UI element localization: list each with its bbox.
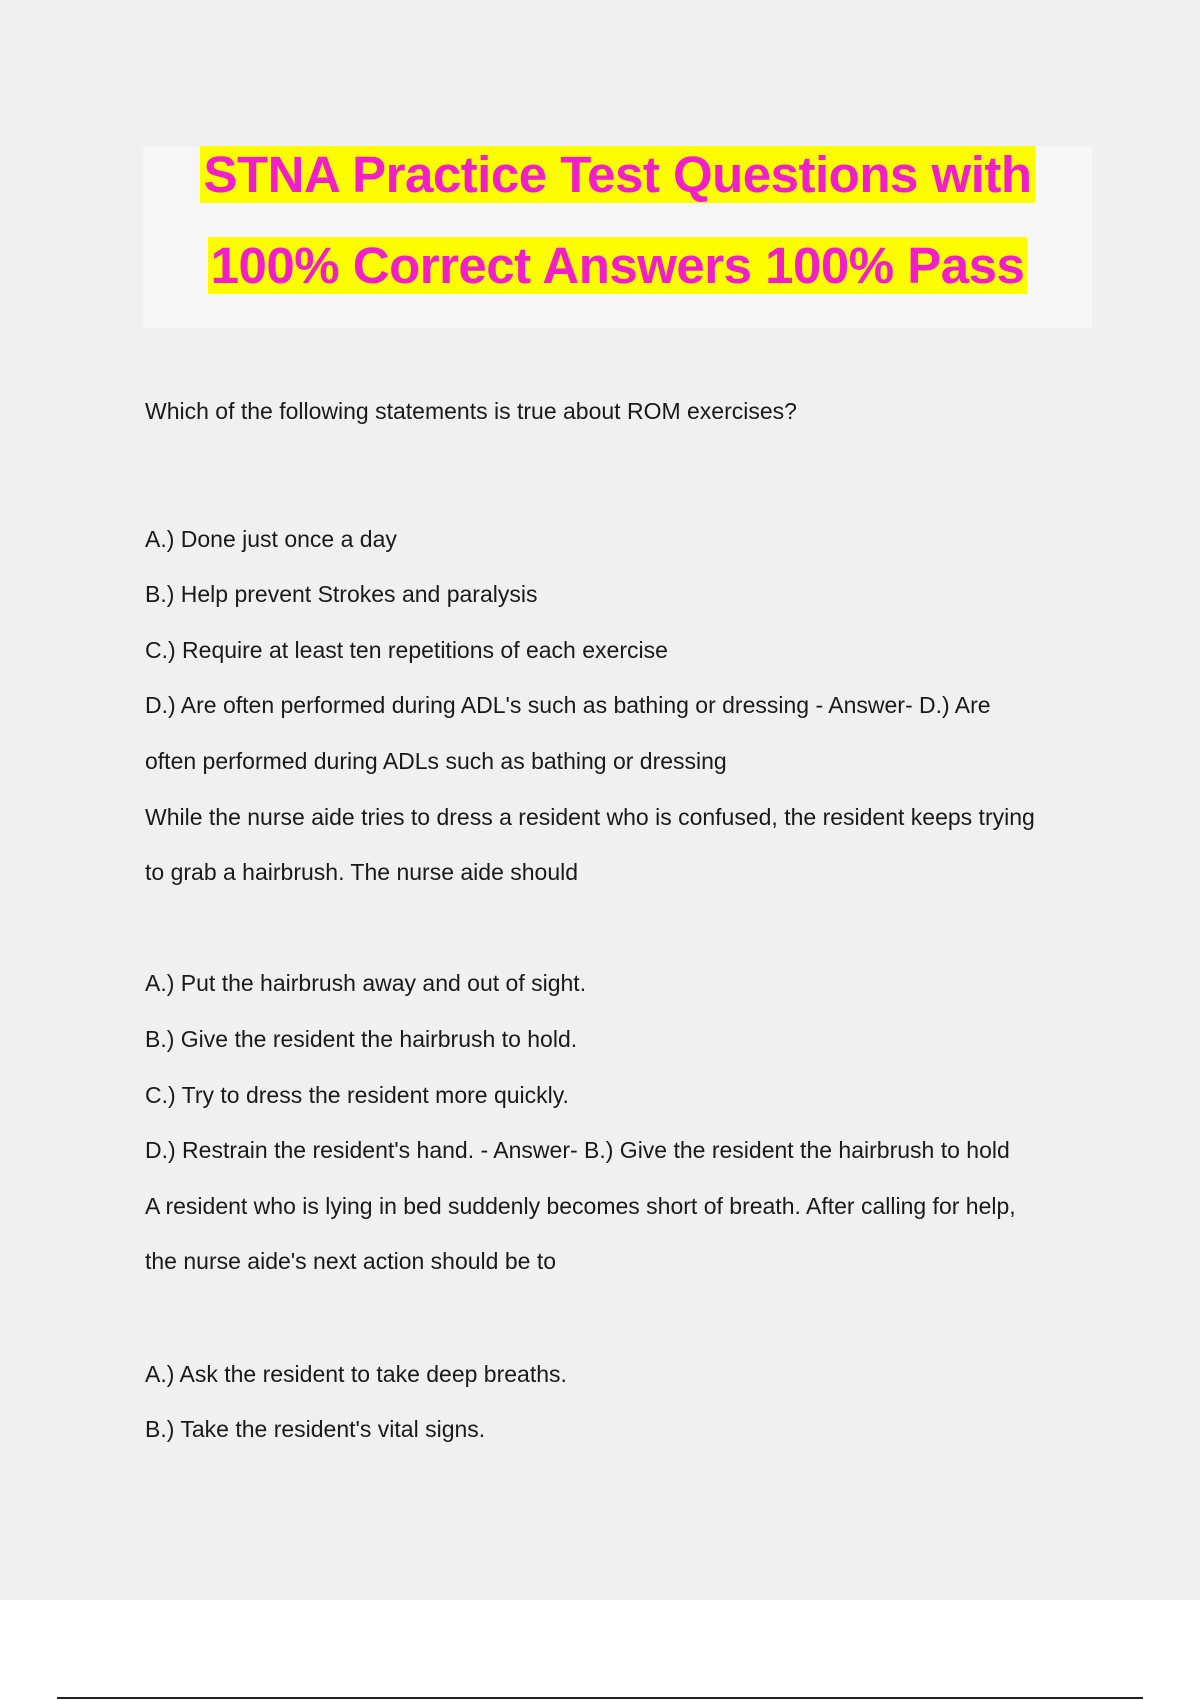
question-2-option-d-answer: D.) Restrain the resident's hand. - Answer- B.) Give the resident the hairbrush to hold [145, 1137, 1010, 1163]
question-2-text-continued: to grab a hairbrush. The nurse aide should [145, 859, 579, 885]
question-1-text: Which of the following statements is true about ROM exercises? [145, 398, 797, 424]
question-2-text: While the nurse aide tries to dress a resident who is confused, the resident keeps trying [145, 804, 1035, 830]
question-3-text: A resident who is lying in bed suddenly becomes short of breath. After calling for help, [145, 1193, 1016, 1219]
title-highlight-2: 100% Correct Answers 100% Pass [208, 237, 1028, 294]
document-title-line-2 [143, 236, 1092, 296]
question-2-option-a: A.) Put the hairbrush away and out of sight. [145, 970, 587, 996]
question-3-option-a: A.) Ask the resident to take deep breaths. [145, 1361, 567, 1387]
question-1-option-a: A.) Done just once a day [145, 526, 397, 552]
document-title-line-1 [143, 145, 1092, 205]
footer-rule [57, 1697, 1143, 1699]
question-1-option-d-answer: D.) Are often performed during ADL's such as bathing or dressing - Answer- D.) Are [145, 692, 991, 718]
question-1-option-c: C.) Require at least ten repetitions of each exercise [145, 637, 668, 663]
question-3-option-b: B.) Take the resident's vital signs. [145, 1416, 486, 1442]
question-2-option-b: B.) Give the resident the hairbrush to hold. [145, 1026, 578, 1052]
question-2-option-c: C.) Try to dress the resident more quickly. [145, 1082, 569, 1108]
question-3-text-continued: the nurse aide's next action should be to [145, 1248, 557, 1274]
question-1-option-b: B.) Help prevent Strokes and paralysis [145, 581, 538, 607]
title-highlight-1: STNA Practice Test Questions with [200, 146, 1034, 203]
question-1-answer-continued: often performed during ADLs such as bathing or dressing [145, 748, 727, 774]
